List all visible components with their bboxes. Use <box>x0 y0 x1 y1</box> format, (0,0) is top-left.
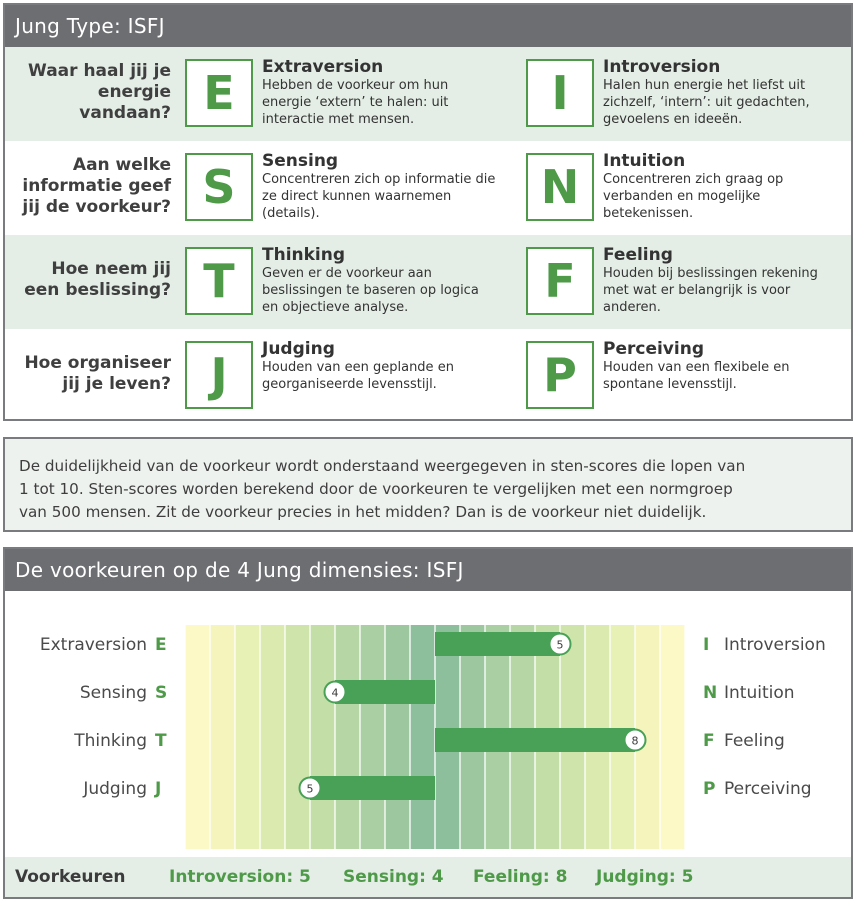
score-bar <box>335 680 435 704</box>
preference-description <box>262 245 479 316</box>
preference-description <box>603 57 810 128</box>
score-bar <box>310 776 435 800</box>
right-letter: F <box>703 731 715 751</box>
description-line: zichzelf, ‘intern’: uit gedachten, <box>603 95 810 110</box>
scale-band <box>285 625 310 849</box>
description-line: Houden van een geplande en <box>262 360 454 375</box>
description-line: Geven er de voorkeur aan <box>262 266 432 281</box>
preferences-chart-panel <box>3 547 853 899</box>
right-label: Perceiving <box>724 779 812 799</box>
left-label: Sensing <box>79 683 147 703</box>
left-label: Extraversion <box>39 635 147 655</box>
description-line: en objectieve analyse. <box>262 300 409 315</box>
description-line: interactie met mensen. <box>262 112 415 127</box>
right-label: Intuition <box>724 683 795 703</box>
dimension-row <box>5 329 851 423</box>
letter-left: J <box>185 341 253 409</box>
left-label: Thinking <box>74 731 147 751</box>
description-line: georganiseerde levensstijl. <box>262 377 437 392</box>
left-letter: E <box>155 635 167 655</box>
dimension-row <box>5 141 851 235</box>
right-label: Introversion <box>724 635 826 655</box>
scale-band <box>660 625 685 849</box>
scale-band <box>310 625 335 849</box>
question-line: Waar haal jij je <box>28 61 171 81</box>
summary-label: Voorkeuren <box>15 867 126 887</box>
letter-left: T <box>185 247 253 315</box>
preference-title: Perceiving <box>603 339 704 359</box>
description-line: anderen. <box>603 300 661 315</box>
preference-description <box>262 339 454 393</box>
letter-right: I <box>526 59 594 127</box>
summary-item: Introversion: 5 <box>169 867 311 887</box>
dimension-question <box>11 61 171 124</box>
score-label: 4 <box>331 686 339 700</box>
question-line: jij de voorkeur? <box>22 197 171 217</box>
letter-right: P <box>526 341 594 409</box>
jung-type-panel <box>3 3 853 421</box>
description-line: Houden van een flexibele en <box>603 360 790 375</box>
preference-title: Extraversion <box>262 57 384 77</box>
description-line: gevoelens en ideeën. <box>603 112 743 127</box>
preference-description <box>262 57 448 128</box>
score-bar <box>435 632 560 656</box>
question-line: Hoe neem jij <box>51 259 171 279</box>
explanation-text <box>19 455 837 524</box>
description-line: Concentreren zich op informatie die <box>262 172 496 187</box>
explanation-line: De duidelijkheid van de voorkeur wordt onderstaand weergegeven in sten-scores die lopen van <box>19 457 746 475</box>
question-line: energie <box>97 82 171 102</box>
right-letter: I <box>703 635 710 655</box>
left-letter: T <box>155 731 167 751</box>
dimension-question <box>11 353 171 395</box>
question-line: jij je leven? <box>62 374 171 394</box>
explanation-panel <box>3 437 853 532</box>
scale-band <box>210 625 235 849</box>
preference-title: Introversion <box>603 57 721 77</box>
preference-description <box>262 151 495 222</box>
preference-description <box>603 245 818 316</box>
score-label: 5 <box>556 638 564 652</box>
score-label: 5 <box>306 782 314 796</box>
question-line: informatie geef <box>22 176 171 196</box>
preferences-summary <box>5 857 851 897</box>
question-line: een beslissing? <box>24 280 171 300</box>
dimension-question <box>11 259 171 301</box>
preference-title: Thinking <box>262 245 346 265</box>
preference-title: Judging <box>262 339 335 359</box>
right-label: Feeling <box>724 731 785 751</box>
question-line: Hoe organiseer <box>24 353 171 373</box>
preference-title: Feeling <box>603 245 673 265</box>
left-label: Judging <box>83 779 147 799</box>
question-line: vandaan? <box>79 103 171 123</box>
scale-band <box>360 625 385 849</box>
letter-left: E <box>185 59 253 127</box>
explanation-line: 1 tot 10. Sten-scores worden berekend door de voorkeuren te vergelijken met een normgroep <box>19 480 733 498</box>
preference-title: Intuition <box>603 151 686 171</box>
explanation-line: van 500 mensen. Zit de voorkeur precies in het midden? Dan is de voorkeur niet duidelijk. <box>19 503 707 521</box>
description-line: (details). <box>262 206 320 221</box>
description-line: Hebben de voorkeur om hun <box>262 78 449 93</box>
description-line: verbanden en mogelijke <box>603 189 761 204</box>
right-letter: N <box>703 683 718 703</box>
left-letter: S <box>155 683 168 703</box>
dimension-row <box>5 235 851 329</box>
scale-band <box>335 625 360 849</box>
dimension-question <box>11 155 171 218</box>
description-line: Halen hun energie het liefst uit <box>603 78 806 93</box>
panel-title: De voorkeuren op de 4 Jung dimensies: ISFJ <box>5 549 851 591</box>
right-letter: P <box>703 779 716 799</box>
description-line: betekenissen. <box>603 206 694 221</box>
panel-title: Jung Type: ISFJ <box>5 5 851 47</box>
description-line: beslissingen te baseren op logica <box>262 283 479 298</box>
sten-score-chart <box>5 591 851 857</box>
scale-band <box>410 625 435 849</box>
summary-item: Feeling: 8 <box>473 867 568 887</box>
scale-band <box>260 625 285 849</box>
preference-title: Sensing <box>262 151 339 171</box>
letter-right: N <box>526 153 594 221</box>
score-bar <box>435 728 635 752</box>
score-label: 8 <box>631 734 639 748</box>
description-line: Houden bij beslissingen rekening <box>603 266 818 281</box>
description-line: Concentreren zich graag op <box>603 172 784 187</box>
scale-band <box>185 625 210 849</box>
scale-band <box>385 625 410 849</box>
preference-description <box>603 339 789 393</box>
letter-left: S <box>185 153 253 221</box>
description-line: spontane levensstijl. <box>603 377 737 392</box>
description-line: met wat er belangrijk is voor <box>603 283 791 298</box>
summary-item: Judging: 5 <box>596 867 694 887</box>
preference-description <box>603 151 783 222</box>
description-line: ze direct kunnen waarnemen <box>262 189 452 204</box>
left-letter: J <box>155 779 162 799</box>
letter-right: F <box>526 247 594 315</box>
description-line: energie ‘extern’ te halen: uit <box>262 95 449 110</box>
scale-band <box>235 625 260 849</box>
question-line: Aan welke <box>72 155 171 175</box>
summary-item: Sensing: 4 <box>343 867 444 887</box>
dimension-row <box>5 47 851 141</box>
